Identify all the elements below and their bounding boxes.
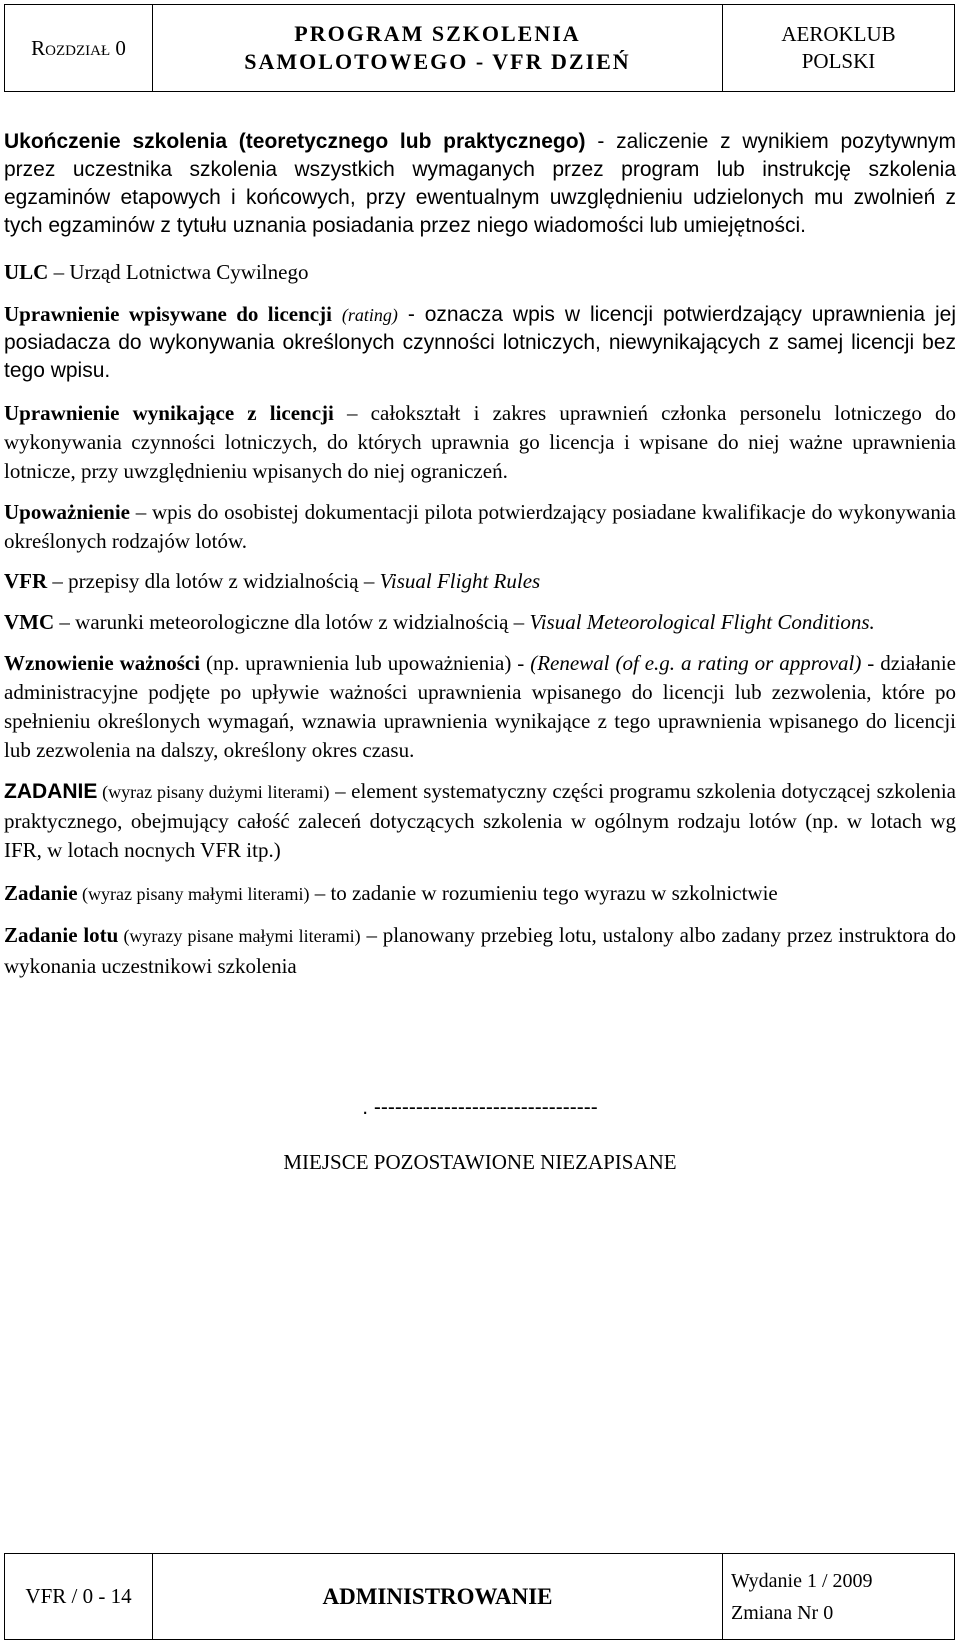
edition-info (723, 1554, 954, 1639)
definition-note: (wyraz pisany dużymi literami) (97, 782, 330, 802)
definition-term: Upoważnienie (4, 500, 130, 524)
definition-term: ULC (4, 260, 49, 284)
blank-page-notice: MIEJSCE POZOSTAWIONE NIEZAPISANE (283, 1150, 677, 1174)
change-label: Zmiana Nr 0 (731, 1601, 834, 1624)
definition-text: – całokształt i zakres uprawnień członka personelu lotniczego do wykonywania czynności lotniczych, do których uprawnia go licencja i wpisane do niej ważne uprawnienia lotnicze, przy uwzględnieniu wpisanych do niej ograniczeń. (4, 401, 956, 483)
definition-text-continued: - działanie administracyjne podjęte po upływie ważności uprawnienia wpisanego do licencji lub zezwolenia, które po spełnieniu określonych wymagań, wznawia uprawnienia wynikające z tego uprawnienia wpisanego do licencji lub zezwolenia na dalszy, określony okres czasu. (4, 651, 956, 762)
definition-text: – to zadanie w rozumieniu tego wyrazu w szkolnictwie (309, 881, 778, 905)
definition-text: – przepisy dla lotów z widzialnością – (47, 569, 380, 593)
definition-text: – element systematyczny części programu szkolenia dotyczącej szkolenia praktycznego, obejmujący całość zaleceń dotyczących szkolenia w ogólnym rodzaju lotów (np. w lotach wg IFR, w lotach nocnych VFR itp.) (4, 779, 956, 862)
definition-vfr (4, 567, 956, 596)
definition-term: VFR (4, 569, 48, 593)
definition-term: Zadanie (4, 881, 78, 905)
definition-text: (np. uprawnienia lub upoważnienia) - (200, 651, 531, 675)
chapter-label: Rozdział 0 (5, 5, 153, 91)
definition-zadanie-lotu (4, 920, 956, 981)
section-name: ADMINISTROWANIE (153, 1554, 723, 1639)
end-separator: . -------------------------------- (362, 1096, 598, 1119)
definition-ulc (4, 258, 956, 286)
definition-term: VMC (4, 610, 55, 634)
page-number: VFR / 0 - 14 (5, 1554, 153, 1639)
page-header (4, 4, 955, 92)
definition-italic: Visual Meteorological Flight Conditions. (529, 610, 875, 634)
definition-vmc (4, 608, 956, 637)
definition-term: Wznowienie ważności (4, 651, 201, 675)
definition-text: - oznacza wpis w licencji potwierdzający uprawnienia jej posiadacza do wykonywania określonych czynności lotniczych, niewynikających z samej licencji bez tego wpisu. (4, 303, 956, 382)
definition-text: – planowany przebieg lotu, ustalony albo zadany przez instruktora do wykonania uczestnikowi szkolenia (4, 923, 956, 978)
definition-text: – Urząd Lotnictwa Cywilnego (48, 260, 309, 284)
organization-line1: AEROKLUB (781, 22, 896, 46)
program-title (153, 5, 723, 91)
program-title-line2: SAMOLOTOWEGO - VFR DZIEŃ (244, 49, 631, 74)
definition-upowaznienie (4, 498, 956, 556)
definition-text: – warunki meteorologiczne dla lotów z widzialnością – (54, 610, 530, 634)
definition-term: ZADANIE (4, 780, 98, 803)
definition-note: (wyraz pisany małymi literami) (77, 884, 310, 904)
definition-term: Zadanie lotu (4, 923, 119, 947)
definitions-body (4, 128, 956, 981)
definition-uprawnienie-wpisywane (4, 300, 956, 385)
definition-text: – wpis do osobistej dokumentacji pilota potwierdzający posiadane kwalifikacje do wykonywania określonych rodzajów lotów. (4, 500, 956, 553)
definition-note: (rating) (341, 305, 398, 325)
organization-name (723, 5, 954, 91)
page-footer (4, 1553, 955, 1640)
definition-term: Uprawnienie wynikające z licencji (4, 401, 334, 425)
definition-zadanie-upper (4, 777, 956, 865)
definition-zadanie-lower (4, 879, 956, 909)
edition-label: Wydanie 1 / 2009 (731, 1569, 873, 1592)
organization-line2: POLSKI (801, 49, 876, 73)
definition-note: (wyrazy pisane małymi literami) (118, 926, 361, 946)
program-title-line1: PROGRAM SZKOLENIA (294, 21, 581, 46)
definition-wznowienie-waznosci (4, 649, 956, 765)
definition-term: Uprawnienie wpisywane do licencji (4, 302, 332, 326)
definition-italic: Visual Flight Rules (379, 569, 541, 593)
definition-uprawnienie-wynikajace (4, 399, 956, 486)
definition-italic: (Renewal (of e.g. a rating or approval) (530, 651, 862, 675)
definition-term: Ukończenie szkolenia (teoretycznego lub praktycznego) (4, 130, 586, 153)
definition-ukonczenie-szkolenia (4, 128, 956, 240)
definition-text: - zaliczenie z wynikiem pozytywnym przez uczestnika szkolenia wszystkich wymaganych przez program lub instrukcję szkolenia egzaminów etapowych i końcowych, przy ewentualnym uwzględnieniu udzielonych mu zwolnień z tych egzaminów z tytułu uznania posiadania przez niego wiadomości lub umiejętności. (4, 130, 956, 237)
